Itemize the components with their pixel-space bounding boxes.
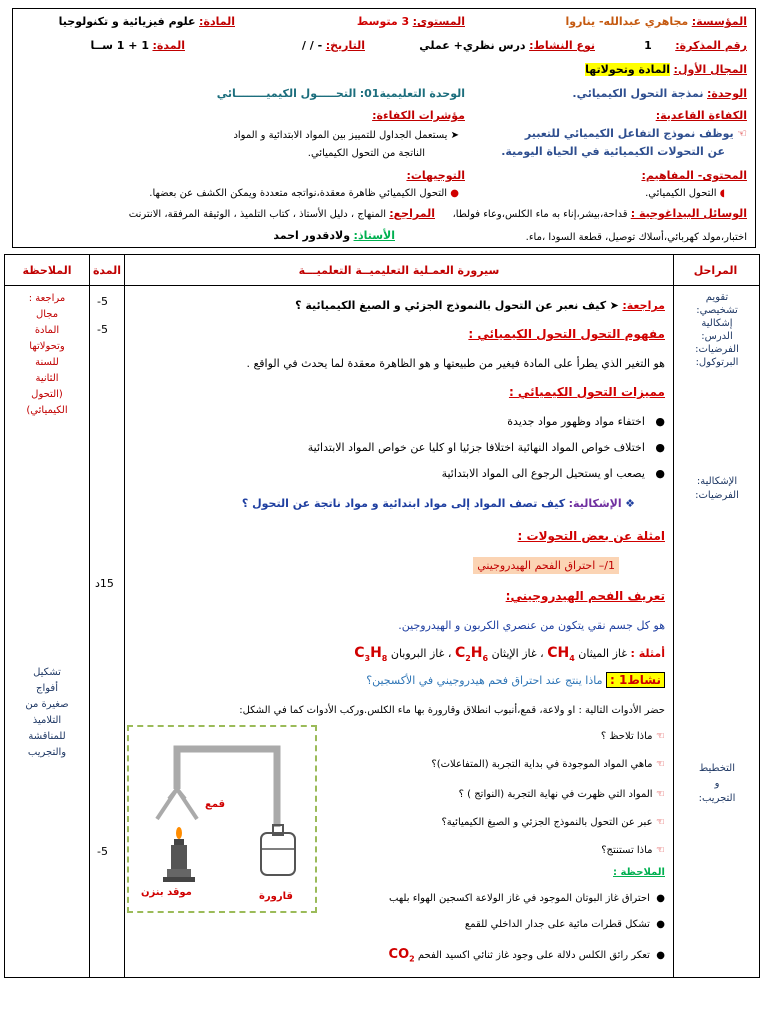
means: الوسائل البيداغوجية : قداحة،بيشر،إناء به ماء الكلس،وعاء فولطا، xyxy=(452,207,747,220)
apparatus-figure xyxy=(127,725,317,913)
question-5: ☜ ماذا تستنتج؟ xyxy=(601,845,665,856)
subject: المادة: علوم فيزيائية و تكنولوجيا xyxy=(58,15,235,28)
funnel-label: قمع xyxy=(205,799,226,810)
base-competence-label: الكفاءة القاعدية: xyxy=(655,109,747,122)
teacher: الأستاذ: ولادقدور احمد xyxy=(273,229,395,242)
lesson-header xyxy=(12,8,756,248)
burner-icon xyxy=(171,845,187,869)
lesson-table xyxy=(4,254,760,978)
stage-problem: الإشكالية: الفرضيات: xyxy=(695,476,739,501)
setup-text: حضر الأدوات التالية : او ولاعة، قمع،أنبوب انطلاق وقارورة بها ماء الكلس.وركب الأدوات كما في الشكل: xyxy=(239,705,665,716)
bullet-icon: ◖ xyxy=(719,188,725,199)
feature-1: ● اختفاء مواد وظهور مواد جديدة xyxy=(507,415,665,428)
bottle-icon xyxy=(261,833,295,875)
diamond-icon: ❖ xyxy=(621,497,635,510)
pointing-hand-icon: ☜ xyxy=(652,845,665,856)
guidance-text: ● التحول الكيميائي ظاهرة معقدة،نواتجه متعددة ويمكن الكشف عن بعضها. xyxy=(149,188,459,199)
activity-line: نشاط1 : ماذا ينتج عند احتراق فحم هيدروجيني في الأكسجين؟ xyxy=(366,673,665,687)
hc-definition-text: هو كل جسم نقي يتكون من عنصري الكربون و الهيدروجين. xyxy=(398,619,665,632)
guidance-label: التوجيهات: xyxy=(406,169,465,182)
example-1: 1/– احتراق الفحم الهيدروجيني xyxy=(473,557,619,574)
note-review: مراجعة : مجال المادة وتحولاتها للسنة الثانية (التحول الكيميائي) xyxy=(26,293,68,416)
header-duration: المدة xyxy=(92,263,122,277)
note-groups: تشكيل أفواج صغيرة من التلاميذ للمناقشة والتجريب xyxy=(25,667,69,758)
apparatus-drawing xyxy=(129,727,315,911)
question-1: ☜ ماذا تلاحظ ؟ xyxy=(600,731,665,742)
review-line: مراجعة: ➤ كيف نعبر عن التحول بالنموذج الجزئي و الصيغ الكيميائية ؟ xyxy=(295,299,665,312)
institution: المؤسسة: مجاهري عبدالله- يناروا xyxy=(565,15,747,28)
pointing-hand-icon: ☜ xyxy=(652,789,665,800)
duration-2: 5- xyxy=(97,323,108,336)
duration-3: 15د xyxy=(95,577,114,590)
pointing-hand-icon: ☜ xyxy=(652,759,665,770)
stage-planning: التخطيط و التجريب: xyxy=(698,763,736,804)
duration-1: 5- xyxy=(97,295,108,308)
content-label: المحتوى- المفاهيم: xyxy=(641,169,747,182)
observation-2: ● تشكل قطرات مائية على جدار الداخلي للقمع xyxy=(464,919,665,930)
base-competence-text2: عن التحولات الكيميائية في الحياة اليومية. xyxy=(501,145,725,158)
learning-unit: الوحدة التعليمية01: التحـــــول الكيميــــــــائي xyxy=(216,87,465,100)
concept-text: هو التغير الذي يطرأ على المادة فيغير من طبيعتها و هو الظاهرة معقدة لما يحدث في الواقع . xyxy=(246,357,665,370)
content-text: ◖ التحول الكيميائي. xyxy=(645,188,725,199)
question-4: ☜ عبر عن التحول بالنموذج الجزئي و الصيغ الكيميائية؟ xyxy=(441,817,665,828)
header-stages: المراحل xyxy=(693,263,738,277)
delivery-tube xyxy=(177,749,277,827)
flame-icon xyxy=(176,827,182,839)
indicators-text2: الناتجة من التحول الكيميائي. xyxy=(307,148,425,159)
question-3: ☜ المواد التي ظهرت في نهاية التجربة (النواتج ) ؟ xyxy=(458,789,665,800)
arrow-icon: ➤ xyxy=(606,299,619,312)
features-title: مميزات التحول الكيميائي : xyxy=(508,385,665,399)
problem-line: ❖ الإشكالية: كيف تصف المواد إلى مواد ابتدائية و مواد ناتجة عن التحول ؟ xyxy=(241,497,635,510)
arrow-icon: ➤ xyxy=(450,130,459,141)
indicators-text: ➤ يستعمل الجداول للتمييز بين المواد الابتدائية و المواد xyxy=(233,130,459,141)
unit: الوحدة: نمذجة التحول الكيميائي. xyxy=(572,87,747,100)
duration: المدة: 1 + 1 ســا xyxy=(90,39,185,52)
observation-title: الملاحظة : xyxy=(613,867,665,878)
header-process: سيرورة العمـلية التعليميــة التعلميـــة xyxy=(298,263,500,277)
observation-1: ● احتراق غاز البوتان الموجود في غاز الولاعة اكسجين الهواء بلهب xyxy=(389,893,665,904)
observation-3: ● تعكر رائق الكلس دلالة على وجود غاز ثنائي اكسيد الفحم $CO_2$ xyxy=(388,947,665,964)
pointing-hand-icon: ☜ xyxy=(737,127,747,140)
hc-examples: أمثلة : غاز الميثان $CH_4$ ، غاز الإيثان $C_2H_6$ ، غاز البروبان $C_3H_8$ xyxy=(354,645,665,663)
base-competence-text: ☜ يوظف نموذج التفاعل الكيميائي للتعبير xyxy=(524,127,747,140)
concept-title: مفهوم التحول التحول الكيميائي : xyxy=(468,327,665,341)
hc-definition-title: تعريف الفحم الهيدروجيني: xyxy=(505,589,665,603)
date: التاريخ: - / / xyxy=(301,39,365,52)
field: المجال الأول: المادة وتحولاتها xyxy=(585,63,747,76)
indicators-label: مؤشرات الكفاءة: xyxy=(372,109,465,122)
activity-type: نوع النشاط: درس نظري+ عملي xyxy=(419,39,595,52)
level: المستوى: 3 متوسط xyxy=(356,15,465,28)
stage-diagnostic: تقويم تشخيصي: إشكالية الدرس: الفرضيات: البرتوكول: xyxy=(695,292,739,368)
question-2: ☜ ماهي المواد الموجودة في بداية التجربة (المتفاعلات)؟ xyxy=(431,759,665,770)
pointing-hand-icon: ☜ xyxy=(652,817,665,828)
funnel-icon xyxy=(157,789,197,819)
feature-2: ● اختلاف خواص المواد النهائية اختلافا جزئيا او كليا عن خواص المواد الابتدائية xyxy=(307,441,665,454)
means-continued: اختبار،مولد كهربائي،أسلاك توصيل، قطعة السودا ،ماء. xyxy=(525,232,747,243)
pointing-hand-icon: ☜ xyxy=(652,731,665,742)
references: المراجع: المنهاج ، دليل الأستاذ ، كتاب التلميذ ، الوثيقة المرفقة، الانترنت xyxy=(128,207,435,220)
examples-title: امثلة عن بعض التحولات : xyxy=(517,529,665,543)
duration-4: 5- xyxy=(97,845,108,858)
burner-label: موقد بنزن xyxy=(141,887,192,898)
header-notes: الملاحظة xyxy=(22,263,72,277)
bottle-label: قارورة xyxy=(259,891,293,902)
memo-number: رقم المذكرة: 1 xyxy=(644,39,747,52)
feature-3: ● يصعب او يستحيل الرجوع الى المواد الابتدائية xyxy=(441,467,665,480)
